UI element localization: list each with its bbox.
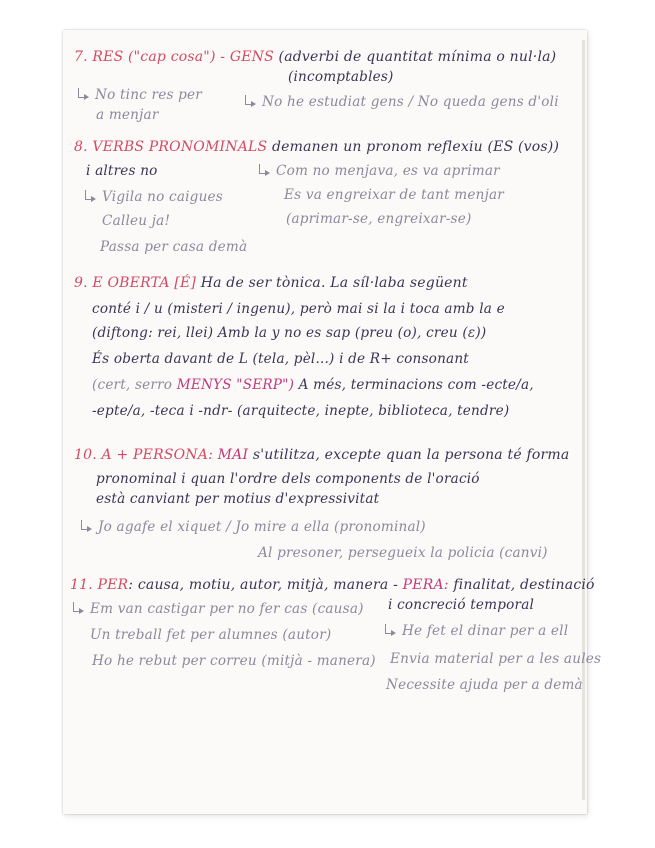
section-7-example-1: No tinc res per	[77, 86, 202, 104]
section-9-line-4: És oberta davant de L (tela, pèl...) i de R+ consonant	[92, 351, 469, 367]
section-10-mai: MAI	[217, 447, 249, 463]
section-8-example-3: Es va engreixar de tant menjar	[284, 187, 504, 203]
section-7-subnote: (incomptables)	[288, 69, 394, 85]
section-10-line-2: pronominal i quan l'ordre dels components de l'oració	[96, 471, 480, 487]
section-11-pera-definition: finalitat, destinació	[453, 577, 595, 593]
section-11-pera: PERA:	[402, 577, 449, 593]
arrow-icon	[77, 88, 91, 100]
section-9-heading	[74, 274, 468, 292]
section-8-example-6: Passa per casa demà	[100, 239, 248, 255]
section-11-example-left-3: Ho he rebut per correu (mitjà - manera)	[92, 653, 376, 669]
section-7-example-2: No he estudiat gens / No queda gens d'oli	[244, 93, 559, 111]
section-8-example-4: Calleu ja!	[102, 213, 171, 229]
arrow-icon	[72, 602, 86, 614]
arrow-icon	[80, 520, 94, 532]
section-7-heading	[74, 48, 556, 66]
section-11-heading	[70, 576, 595, 594]
section-8-example-5: (aprimar-se, engreixar-se)	[286, 211, 472, 227]
section-11-example-left-2: Un treball fet per alumnes (autor)	[90, 627, 332, 643]
section-10-title: 10. A + PERSONA:	[74, 447, 213, 463]
section-8-heading	[74, 138, 559, 156]
section-11-per-definition: : causa, motiu, autor, mitjà, manera -	[128, 577, 399, 593]
section-11-example-right-1: He fet el dinar per a ell	[384, 622, 568, 640]
arrow-icon	[244, 95, 258, 107]
section-7-title: 7. RES ("cap cosa") - GENS	[74, 49, 274, 65]
section-10-example-2: Al presoner, persegueix la policia (canvi)	[258, 545, 548, 561]
section-8-example-2: Vigila no caigues	[84, 188, 223, 206]
section-11-example-left-1: Em van castigar per no fer cas (causa)	[72, 600, 364, 618]
section-9-line-1: Ha de ser tònica. La síl·laba següent	[200, 275, 468, 291]
section-9-line-5: (cert, serro MENYS "SERP") A més, terminacions com -ecte/a,	[92, 377, 534, 393]
section-8-definition: demanen un pronom reflexiu (ES (vos))	[271, 139, 560, 155]
section-9-line-2: conté i / u (misteri / ingenu), però mai si la i toca amb la e	[92, 301, 505, 317]
section-9-line-6: -epte/a, -teca i -ndr- (arquitecte, inepte, biblioteca, tendre)	[92, 403, 510, 419]
section-9-title: 9. E OBERTA [É]	[74, 275, 197, 291]
section-8-example-1: Com no menjava, es va aprimar	[258, 162, 500, 180]
section-7-example-1-cont: a menjar	[96, 107, 159, 123]
section-11-example-right-2: Envia material per a les aules	[390, 651, 602, 667]
section-10-example-1: Jo agafe el xiquet / Jo mire a ella (pronominal)	[80, 518, 426, 536]
menys-serp-note: MENYS "SERP")	[176, 377, 295, 393]
arrow-icon	[258, 164, 272, 176]
section-8-line-2a: i altres no	[86, 163, 158, 179]
section-7-definition: (adverbi de quantitat mínima o nul·la)	[278, 49, 557, 65]
section-10-heading	[74, 446, 569, 464]
section-8-title: 8. VERBS PRONOMINALS	[74, 139, 268, 155]
section-11-title: 11. PER	[70, 577, 129, 593]
arrow-icon	[384, 624, 398, 636]
section-11-pera-definition-2: i concreció temporal	[388, 597, 535, 613]
arrow-icon	[84, 190, 98, 202]
section-10-line-1: s'utilitza, excepte quan la persona té forma	[252, 447, 570, 463]
section-10-line-3: està canviant per motius d'expressivitat	[96, 491, 380, 507]
section-9-line-3: (diftong: rei, llei) Amb la y no es sap (preu (o), creu (ɛ))	[92, 325, 487, 341]
section-11-example-right-3: Necessite ajuda per a demà	[386, 677, 583, 693]
